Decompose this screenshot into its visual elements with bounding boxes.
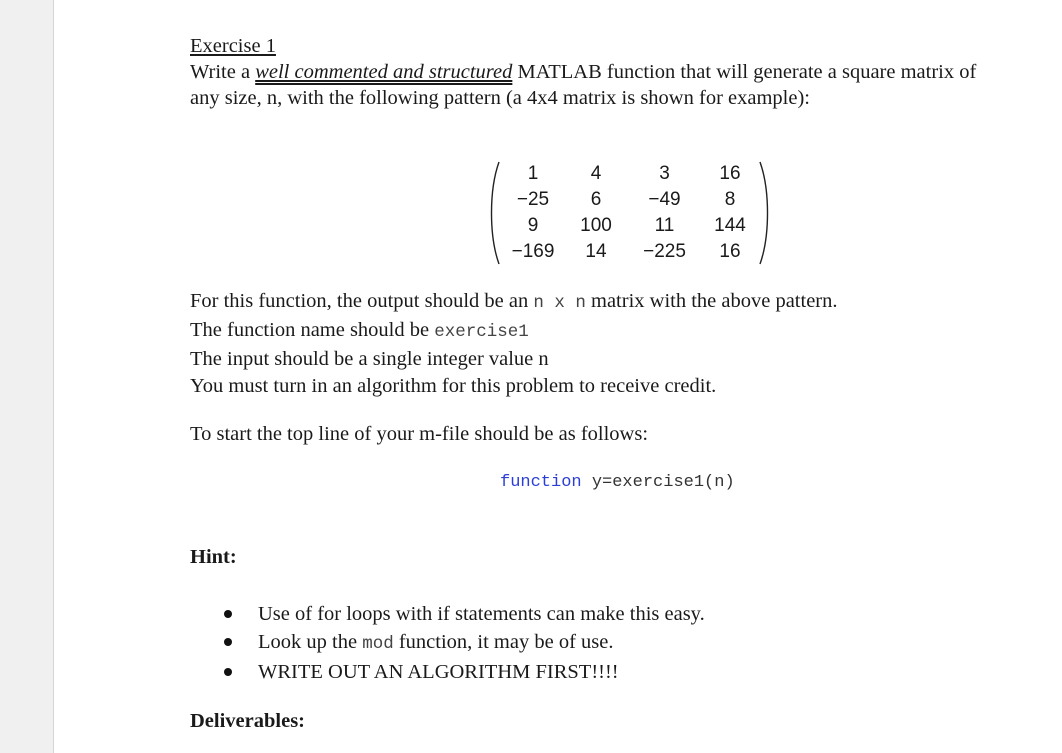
- requirement-output-suffix: matrix with the above pattern.: [585, 290, 838, 312]
- intro-emphasis: well commented and structured: [255, 61, 513, 83]
- matrix-row: [501, 161, 758, 187]
- matrix-cell: −169: [511, 241, 555, 262]
- left-parenthesis: [487, 160, 501, 266]
- hint-item: [224, 600, 705, 628]
- hint-list: [224, 600, 705, 686]
- code-keyword: function: [500, 473, 582, 492]
- example-matrix: [487, 160, 772, 266]
- matrix-cell: 14: [585, 241, 607, 262]
- intro-rest: MATLAB function that will generate a square matrix of: [512, 61, 977, 83]
- requirement-algorithm: You must turn in an algorithm for this problem to receive credit.: [190, 375, 717, 397]
- matrix-cell: 144: [714, 215, 746, 236]
- matrix-cell: 6: [590, 189, 602, 210]
- matrix-cell: 8: [724, 189, 736, 210]
- intro-line-1: [190, 59, 1060, 85]
- matrix-row: [501, 187, 758, 213]
- bullet-icon: [224, 668, 232, 676]
- matrix-grid: [501, 161, 758, 265]
- deliverables-title: Deliverables:: [190, 710, 305, 732]
- hint-text: Use of for loops with if statements can make this easy.: [258, 603, 705, 625]
- exercise-heading: Exercise 1: [190, 35, 276, 57]
- matrix-cell: 1: [527, 163, 539, 184]
- matrix-cell: 9: [527, 215, 539, 236]
- requirement-input: The input should be a single integer value n: [190, 348, 549, 370]
- start-instruction: To start the top line of your m-file should be as follows:: [190, 423, 649, 445]
- function-signature: [500, 473, 735, 492]
- hint-text: Look up the: [258, 631, 363, 653]
- requirement-name-code: exercise1: [434, 322, 529, 342]
- hint-item: [224, 658, 705, 686]
- matrix-cell: 16: [719, 163, 741, 184]
- matrix-cell: 4: [590, 163, 602, 184]
- matrix-cell: −25: [516, 189, 550, 210]
- matrix-cell: 11: [654, 215, 675, 236]
- hint-text: function, it may be of use.: [393, 631, 614, 653]
- requirement-output-code: n x n: [533, 293, 586, 313]
- bullet-icon: [224, 610, 232, 618]
- hint-title: Hint:: [190, 546, 237, 568]
- bullet-icon: [224, 638, 232, 646]
- requirement-name-prefix: The function name should be: [190, 319, 435, 341]
- matrix-cell: −225: [643, 241, 686, 262]
- intro-prefix: Write a: [190, 61, 256, 83]
- right-parenthesis: [758, 160, 772, 266]
- hint-text: WRITE OUT AN ALGORITHM FIRST!!!!: [258, 661, 619, 683]
- code-rest: y=exercise1(n): [581, 473, 735, 492]
- matrix-cell: −49: [648, 189, 681, 210]
- exercise-intro: [190, 33, 1060, 111]
- matrix-row: [501, 239, 758, 265]
- intro-line-2: any size, n, with the following pattern (a 4x4 matrix is shown for example):: [190, 87, 810, 109]
- requirement-output-prefix: For this function, the output should be an: [190, 290, 534, 312]
- requirement-name: [190, 317, 838, 346]
- matrix-row: [501, 213, 758, 239]
- requirements: [190, 288, 838, 400]
- requirement-output: [190, 288, 838, 317]
- matrix-cell: 3: [659, 163, 670, 184]
- hint-code: mod: [362, 634, 394, 654]
- hint-item: [224, 628, 705, 658]
- matrix-cell: 100: [580, 215, 612, 236]
- matrix-cell: 16: [719, 241, 741, 262]
- left-margin-bar: [0, 0, 54, 753]
